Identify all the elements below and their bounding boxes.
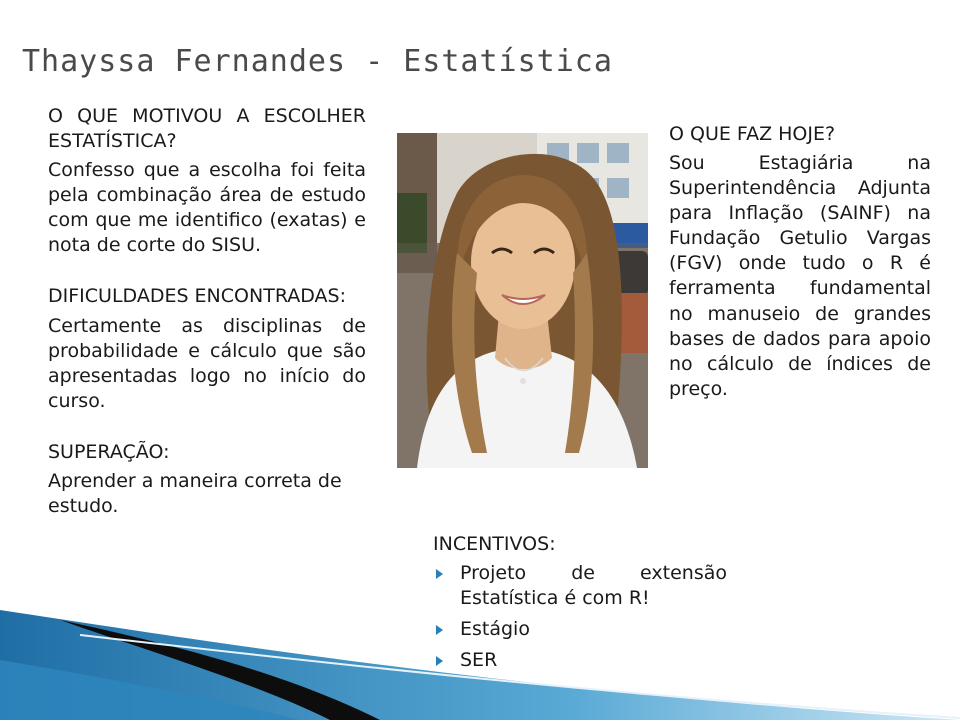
dificuldades-text: Certamente as disciplinas de probabilidade e cálculo que são apresentadas logo no início do curso. [48,314,366,412]
left-column [48,104,366,519]
motivo-heading: O QUE MOTIVOU A ESCOLHER ESTATÍSTICA? [48,105,366,153]
bullet-arrow-icon [436,569,443,579]
decorative-wave [0,600,960,720]
right-column [669,122,931,402]
hoje-text: Sou Estagiária na Superintendência Adjunta para Inflação (SAINF) na Fundação Getulio Vargas (FGV) onde tudo o R é ferramenta fundamental no manuseio de grandes bases de dados para apoio no cálculo de índices de preço. [669,152,931,400]
superacao-text: Aprender a maneira correta de estudo. [48,469,342,518]
superacao-heading: SUPERAÇÃO: [48,440,170,463]
list-item-text: Estágio [460,618,530,641]
incentivos-heading: INCENTIVOS: [433,533,556,555]
hoje-heading: O QUE FAZ HOJE? [669,123,836,145]
slide-title: Thayssa Fernandes - Estatística [22,44,613,79]
list-item-text: SER [460,649,498,672]
motivo-text: Confesso que a escolha foi feita pela combinação área de estudo com que me identifico (exatas) e nota de corte do SISU. [48,159,366,257]
dificuldades-heading: DIFICULDADES ENCONTRADAS: [48,285,346,308]
list-item-text: Projeto de extensão Estatística é com R! [460,562,727,610]
profile-photo [397,133,648,468]
